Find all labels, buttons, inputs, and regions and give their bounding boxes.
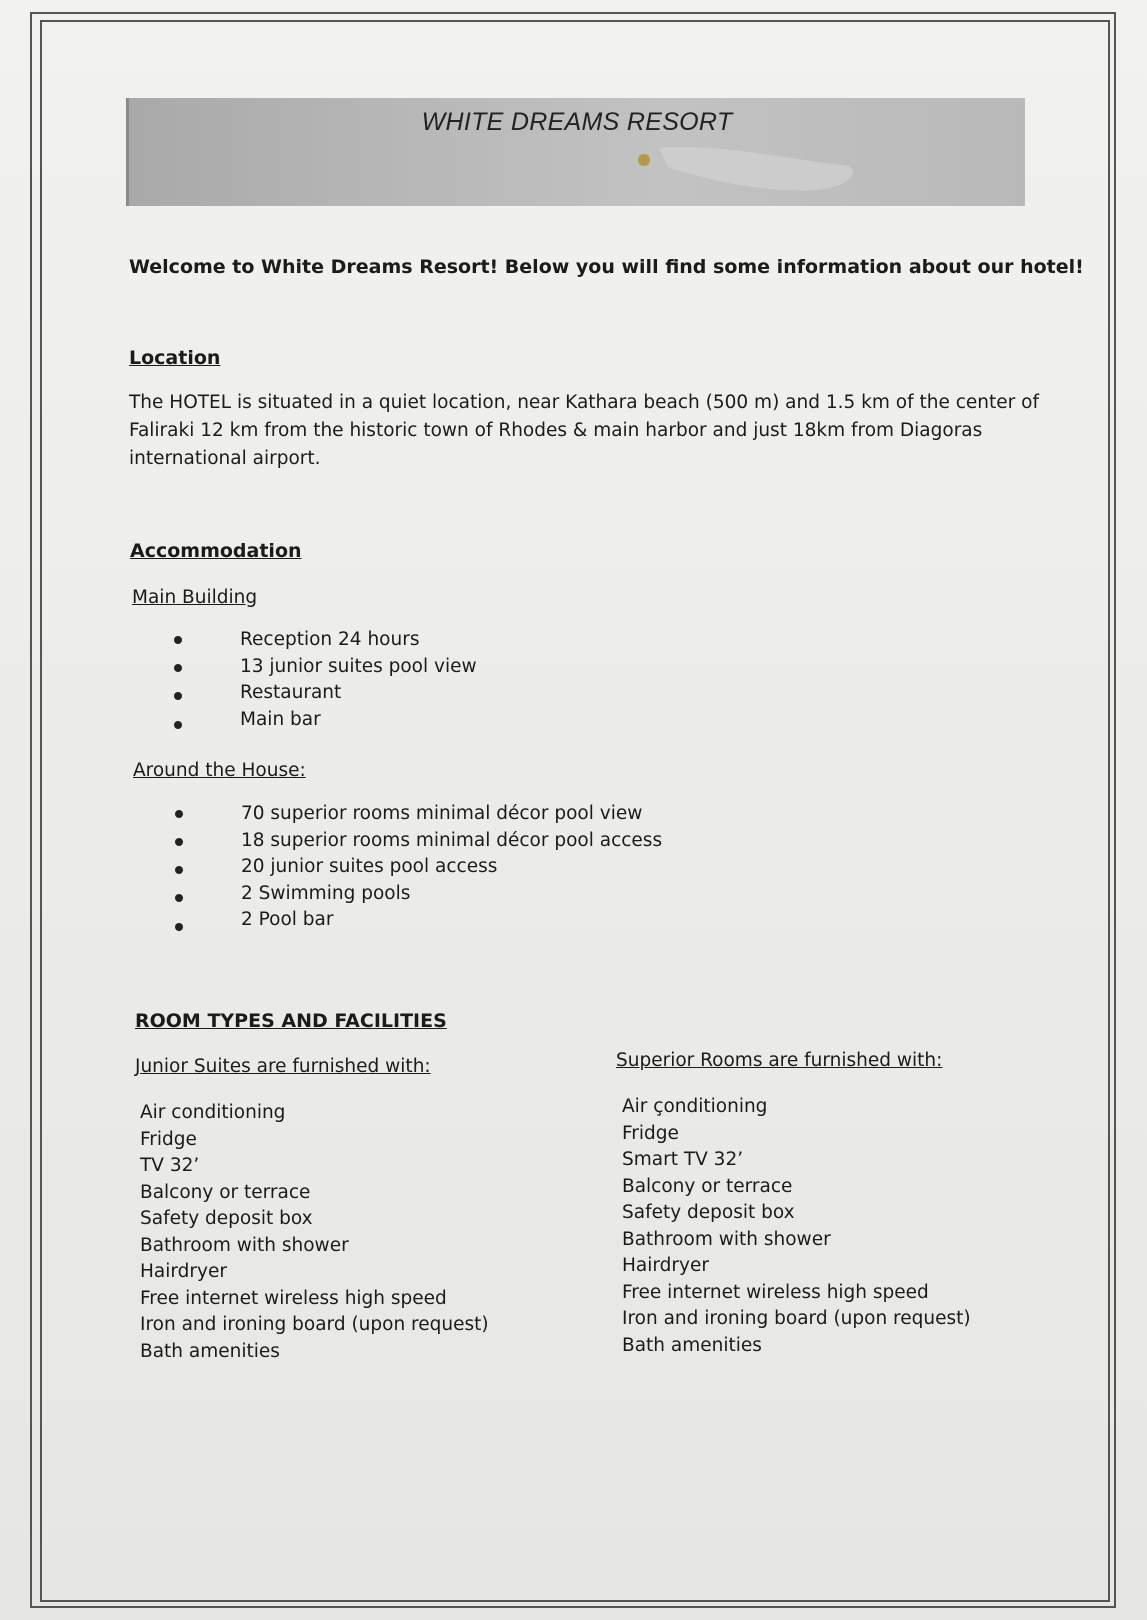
bullet-icon — [175, 838, 183, 846]
list-item: Bathroom with shower — [140, 1234, 349, 1256]
list-item: 2 Pool bar — [241, 909, 334, 930]
list-item: Main bar — [240, 708, 321, 730]
list-item: Bathroom with shower — [622, 1228, 831, 1250]
bullet-icon — [174, 692, 182, 700]
list-item: Reception 24 hours — [240, 629, 420, 650]
junior-suites-label: Junior Suites are furnished with: — [135, 1056, 431, 1077]
header-banner — [126, 98, 1025, 206]
list-item: Air çonditioning — [622, 1096, 768, 1117]
junior-suites-list — [140, 1100, 489, 1365]
list-item: 18 superior rooms minimal décor pool access — [241, 829, 663, 851]
superior-rooms-label: Superior Rooms are furnished with: — [616, 1050, 943, 1071]
resort-title: WHITE DREAMS RESORT — [421, 108, 733, 136]
list-item: Bath amenities — [140, 1340, 280, 1362]
list-item: Air conditioning — [140, 1102, 286, 1123]
list-item: 13 junior suites pool view — [240, 655, 477, 677]
list-item: 2 Swimming pools — [241, 882, 411, 904]
list-item: Iron and ironing board (upon request) — [140, 1314, 489, 1335]
list-item: 20 junior suites pool access — [241, 856, 498, 877]
bullet-icon — [174, 636, 182, 644]
bullet-icon — [175, 923, 183, 931]
list-item: Hairdryer — [622, 1255, 709, 1276]
list-item: Safety deposit box — [622, 1202, 795, 1223]
main-building-list — [240, 627, 477, 733]
list-item: Free internet wireless high speed — [140, 1287, 447, 1309]
around-house-list — [241, 801, 662, 934]
location-paragraph — [129, 389, 1039, 473]
around-house-label: Around the House: — [133, 760, 306, 781]
list-item: TV 32’ — [140, 1155, 200, 1176]
location-line: The HOTEL is situated in a quiet location, near Kathara beach (500 m) and 1.5 km of the center of — [129, 392, 1039, 413]
location-line: Faliraki 12 km from the historic town of Rhodes & main harbor and just 18km from Diagoras — [129, 420, 983, 441]
bullet-icon — [175, 894, 183, 902]
main-building-label: Main Building — [132, 587, 258, 608]
room-types-heading: ROOM TYPES AND FACILITIES — [135, 1010, 447, 1032]
bullet-icon — [175, 810, 183, 818]
list-item: Smart TV 32’ — [622, 1149, 744, 1170]
list-item: Hairdryer — [140, 1261, 227, 1282]
location-line: international airport. — [129, 448, 321, 469]
list-item: Free internet wireless high speed — [622, 1281, 929, 1303]
bullet-icon — [174, 664, 182, 672]
list-item: Bath amenities — [622, 1334, 762, 1356]
list-item: Balcony or terrace — [140, 1181, 311, 1203]
bullet-icon — [175, 866, 183, 874]
list-item: Fridge — [140, 1128, 197, 1150]
bullet-icon — [174, 721, 182, 729]
accommodation-heading: Accommodation — [130, 540, 302, 562]
location-heading: Location — [129, 347, 221, 369]
list-item: Restaurant — [240, 682, 342, 703]
list-item: Iron and ironing board (upon request) — [622, 1308, 971, 1329]
list-item: Fridge — [622, 1122, 679, 1144]
decorative-swoosh-icon — [519, 138, 899, 196]
list-item: 70 superior rooms minimal décor pool view — [241, 803, 643, 824]
list-item: Safety deposit box — [140, 1208, 313, 1229]
welcome-text: Welcome to White Dreams Resort! Below you will find some information about our hotel! — [129, 256, 1084, 278]
list-item: Balcony or terrace — [622, 1175, 793, 1197]
superior-rooms-list — [622, 1094, 971, 1359]
